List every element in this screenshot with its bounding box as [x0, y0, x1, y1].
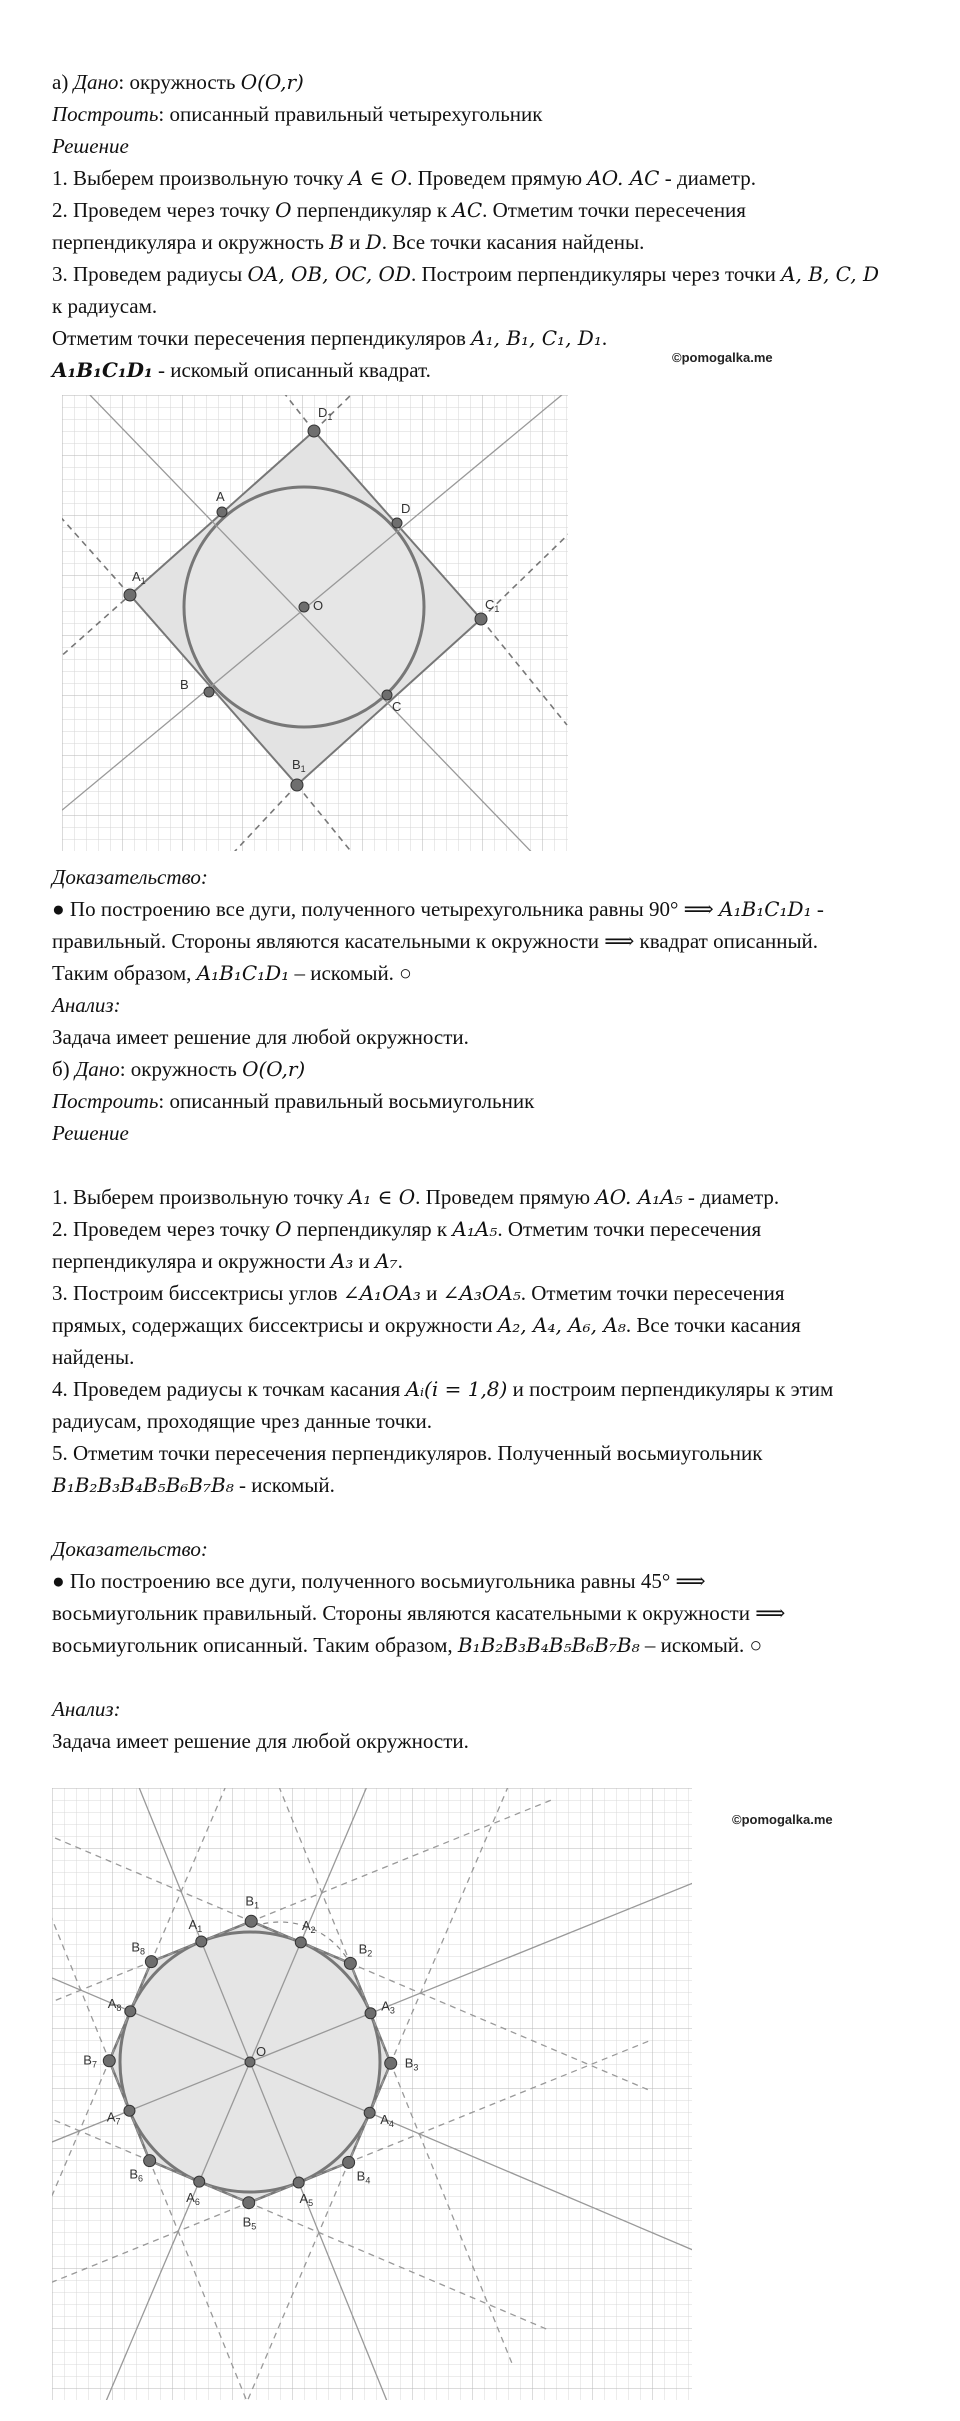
part-b-step-3: [52, 1279, 785, 1307]
part-b-step-4: [52, 1375, 833, 1403]
part-b-analysis-heading: Анализ:: [52, 1697, 121, 1721]
label-b2: $B_2$: [358, 1941, 373, 1959]
part-a-proof-3: [52, 959, 412, 987]
step-text: . Отметим точки пересечения: [497, 1217, 762, 1241]
step-text: и: [420, 1281, 443, 1305]
part-a-proof-1: [52, 895, 824, 923]
part-a-step-1: [52, 164, 756, 192]
step-math: A₃: [330, 1249, 354, 1273]
given-label: Дано: [74, 1057, 120, 1081]
part-a-result: [52, 356, 431, 384]
label-b7: $B_7$: [83, 2052, 97, 2070]
label-d: D: [401, 501, 411, 516]
step-text: - диаметр.: [682, 1185, 780, 1209]
step-math: B: [329, 230, 344, 254]
construct-text: : описанный правильный восьмиугольник: [158, 1089, 535, 1113]
proof-text: -: [811, 897, 824, 921]
given-math: O(O,r): [240, 70, 304, 94]
label-c1: $C_1$: [485, 597, 500, 614]
part-b-construct: [52, 1087, 534, 1115]
part-b-proof-2: восьмиугольник правильный. Стороны являются касательными к окружности ⟹: [52, 1601, 786, 1625]
part-a-step-2: [52, 196, 746, 224]
label-o: O: [256, 2044, 267, 2059]
step-math: A ∈ O: [348, 166, 408, 190]
step-text: и: [343, 230, 366, 254]
point-c1: [475, 613, 487, 625]
step-text: перпендикуляра и окружности: [52, 1249, 331, 1273]
point-a8: [125, 2006, 136, 2017]
step-text: и построим перпендикуляры к этим: [507, 1377, 834, 1401]
part-a-analysis-text: Задача имеет решение для любой окружности.: [52, 1025, 469, 1049]
part-a-prefix: а): [52, 70, 74, 94]
step-math: Aᵢ(i = 1,8): [405, 1377, 508, 1401]
step-math: A₇: [375, 1249, 398, 1273]
label-b3: $B_3$: [404, 2055, 419, 2073]
part-b-step-3-cont: [52, 1311, 801, 1339]
part-b-step-2: [52, 1215, 761, 1243]
point-b3: [385, 2057, 397, 2069]
step-text: . Отметим точки пересечения: [482, 198, 746, 222]
part-b-solution-heading: Решение: [52, 1121, 129, 1145]
step-math: A₂, A₄, A₆, A₈: [497, 1313, 626, 1337]
proof-text: – искомый. ○: [639, 1633, 763, 1657]
part-a-proof-heading: Доказательство:: [52, 865, 208, 889]
part-b-analysis-text: Задача имеет решение для любой окружности.: [52, 1729, 469, 1753]
point-a5: [293, 2177, 304, 2188]
point-o: [299, 602, 309, 612]
step-text: прямых, содержащих биссектрисы и окружности: [52, 1313, 498, 1337]
construct-label: Построить: [52, 1089, 159, 1113]
step-math: A₁A₅: [452, 1217, 498, 1241]
point-b1: [245, 1915, 257, 1927]
step-math: OA, OB, OC, OD: [247, 262, 411, 286]
point-b6: [144, 2155, 156, 2167]
point-b1: [291, 779, 303, 791]
proof-text: восьмиугольник описанный. Таким образом,: [52, 1633, 458, 1657]
label-a1: $A_1$: [132, 569, 146, 586]
diagram-square: [62, 395, 568, 851]
part-a-proof-2: правильный. Стороны являются касательными к окружности ⟹ квадрат описанный.: [52, 929, 819, 953]
step-text: 1. Выберем произвольную точку: [52, 1185, 349, 1209]
step-text: - искомый описанный квадрат.: [152, 358, 431, 382]
point-a: [217, 507, 227, 517]
step-text: 2. Проведем через точку: [52, 1217, 276, 1241]
step-text: . Построим перпендикуляры через точки: [410, 262, 782, 286]
label-a4: $A_4$: [380, 2111, 394, 2129]
diagram-octagon: [52, 1788, 692, 2400]
step-text: .: [397, 1249, 403, 1273]
given-label: Дано: [73, 70, 119, 94]
step-text: 2. Проведем через точку: [52, 198, 276, 222]
part-b-step-2-cont: [52, 1247, 403, 1275]
proof-text: – искомый. ○: [289, 961, 412, 985]
step-text: перпендикуляр к: [291, 198, 453, 222]
part-b-step-5-cont: [52, 1471, 335, 1499]
point-a7: [124, 2105, 135, 2116]
point-a1: [124, 589, 136, 601]
step-text: . Все точки касания найдены.: [381, 230, 645, 254]
step-text: перпендикуляр к: [291, 1217, 453, 1241]
step-text: 3. Проведем радиусы: [52, 262, 248, 286]
part-a-given: [52, 68, 304, 96]
part-b-step-3-cont2: найдены.: [52, 1345, 135, 1369]
label-a6: $A_6$: [186, 2190, 200, 2208]
label-a7: $A_7$: [106, 2109, 121, 2127]
label-b6: $B_6$: [129, 2166, 144, 2184]
step-text: Отметим точки пересечения перпендикуляров: [52, 326, 472, 350]
part-b-prefix: б): [52, 1057, 75, 1081]
proof-math: B₁B₂B₃B₄B₅B₆B₇B₈: [457, 1633, 640, 1657]
point-o: [245, 2057, 255, 2067]
label-b8: $B_8$: [131, 1939, 146, 1957]
step-math: ∠A₁OA₃: [342, 1281, 421, 1305]
step-text: 4. Проведем радиусы к точкам касания: [52, 1377, 406, 1401]
step-text: перпендикуляра и окружность: [52, 230, 330, 254]
construct-label: Построить: [52, 102, 159, 126]
label-a3: $A_3$: [381, 1998, 395, 2016]
proof-math: A₁B₁C₁D₁: [196, 961, 290, 985]
point-b2: [344, 1957, 356, 1969]
point-b7: [103, 2055, 115, 2067]
part-a-step-3: [52, 260, 879, 288]
point-a2: [295, 1937, 306, 1948]
step-text: . Проведем прямую: [415, 1185, 596, 1209]
part-a-construct: [52, 100, 542, 128]
point-c: [382, 690, 392, 700]
part-a-solution-heading: Решение: [52, 134, 129, 158]
step-math: AO. AC: [587, 166, 660, 190]
label-d1: $D_1$: [318, 405, 333, 422]
label-c: C: [392, 699, 402, 714]
label-b4: $B_4$: [356, 2168, 371, 2186]
watermark: ©pomogalka.me: [732, 1812, 833, 1827]
step-text: - диаметр.: [659, 166, 756, 190]
step-math: O: [275, 1217, 292, 1241]
step-text: и: [353, 1249, 376, 1273]
part-b-given: [52, 1055, 305, 1083]
label-a5: $A_5$: [299, 2191, 314, 2209]
label-a: A: [216, 489, 225, 504]
point-a3: [365, 2008, 376, 2019]
step-math: ∠A₃OA₅: [442, 1281, 521, 1305]
point-b: [204, 687, 214, 697]
point-b5: [243, 2197, 255, 2209]
watermark: ©pomogalka.me: [672, 350, 773, 365]
proof-text: ● По построению все дуги, полученного четырехугольника равны 90° ⟹: [52, 897, 720, 921]
label-a8: $A_8$: [107, 1996, 122, 2014]
point-a1: [196, 1936, 207, 1947]
step-math: A, B, C, D: [781, 262, 880, 286]
part-a-analysis-heading: Анализ:: [52, 993, 121, 1017]
step-text: 3. Построим биссектрисы углов: [52, 1281, 343, 1305]
part-b-proof-heading: Доказательство:: [52, 1537, 208, 1561]
point-d1: [308, 425, 320, 437]
construct-text: : описанный правильный четырехугольник: [158, 102, 543, 126]
part-b-step-1: [52, 1183, 779, 1211]
point-a4: [364, 2107, 375, 2118]
proof-math: A₁B₁C₁D₁: [719, 897, 812, 921]
given-math: O(O,r): [242, 1057, 306, 1081]
label-b: B: [180, 677, 189, 692]
label-a2: $A_2$: [301, 1917, 316, 1935]
step-text: . Все точки касания: [625, 1313, 801, 1337]
step-math: AC: [452, 198, 483, 222]
part-a-intersections: [52, 324, 607, 352]
point-a6: [194, 2176, 205, 2187]
proof-text: Таким образом,: [52, 961, 197, 985]
part-b-proof-1: ● По построению все дуги, полученного восьмиугольника равны 45° ⟹: [52, 1569, 706, 1593]
given-text: : окружность: [118, 70, 241, 94]
label-b1: $B_1$: [292, 757, 306, 774]
step-math: AO. A₁A₅: [595, 1185, 683, 1209]
label-o: O: [313, 598, 324, 613]
part-b-proof-3: [52, 1631, 762, 1659]
label-a1: $A_1$: [188, 1916, 203, 1934]
step-math: B₁B₂B₃B₄B₅B₆B₇B₈: [52, 1473, 234, 1497]
step-text: - искомый.: [233, 1473, 335, 1497]
step-math: A₁, B₁, C₁, D₁: [471, 326, 602, 350]
given-text: : окружность: [119, 1057, 243, 1081]
step-text: .: [601, 326, 608, 350]
label-b5: $B_5$: [242, 2214, 257, 2232]
step-math: O: [275, 198, 292, 222]
point-d: [392, 518, 402, 528]
step-math: A₁ ∈ O: [348, 1185, 416, 1209]
step-math: A₁B₁C₁D₁: [52, 358, 153, 382]
point-b8: [145, 1956, 157, 1968]
point-b4: [343, 2156, 355, 2168]
step-text: . Проведем прямую: [407, 166, 588, 190]
part-a-step-3-cont: к радиусам.: [52, 294, 158, 318]
step-math: D: [365, 230, 382, 254]
part-b-step-5: 5. Отметим точки пересечения перпендикуляров. Полученный восьмиугольник: [52, 1441, 763, 1465]
step-text: . Отметим точки пересечения: [520, 1281, 785, 1305]
part-a-step-2-cont: [52, 228, 644, 256]
label-b1: $B_1$: [245, 1893, 260, 1911]
step-text: 1. Выберем произвольную точку: [52, 166, 349, 190]
part-b-step-4-cont: радиусам, проходящие чрез данные точки.: [52, 1409, 433, 1433]
